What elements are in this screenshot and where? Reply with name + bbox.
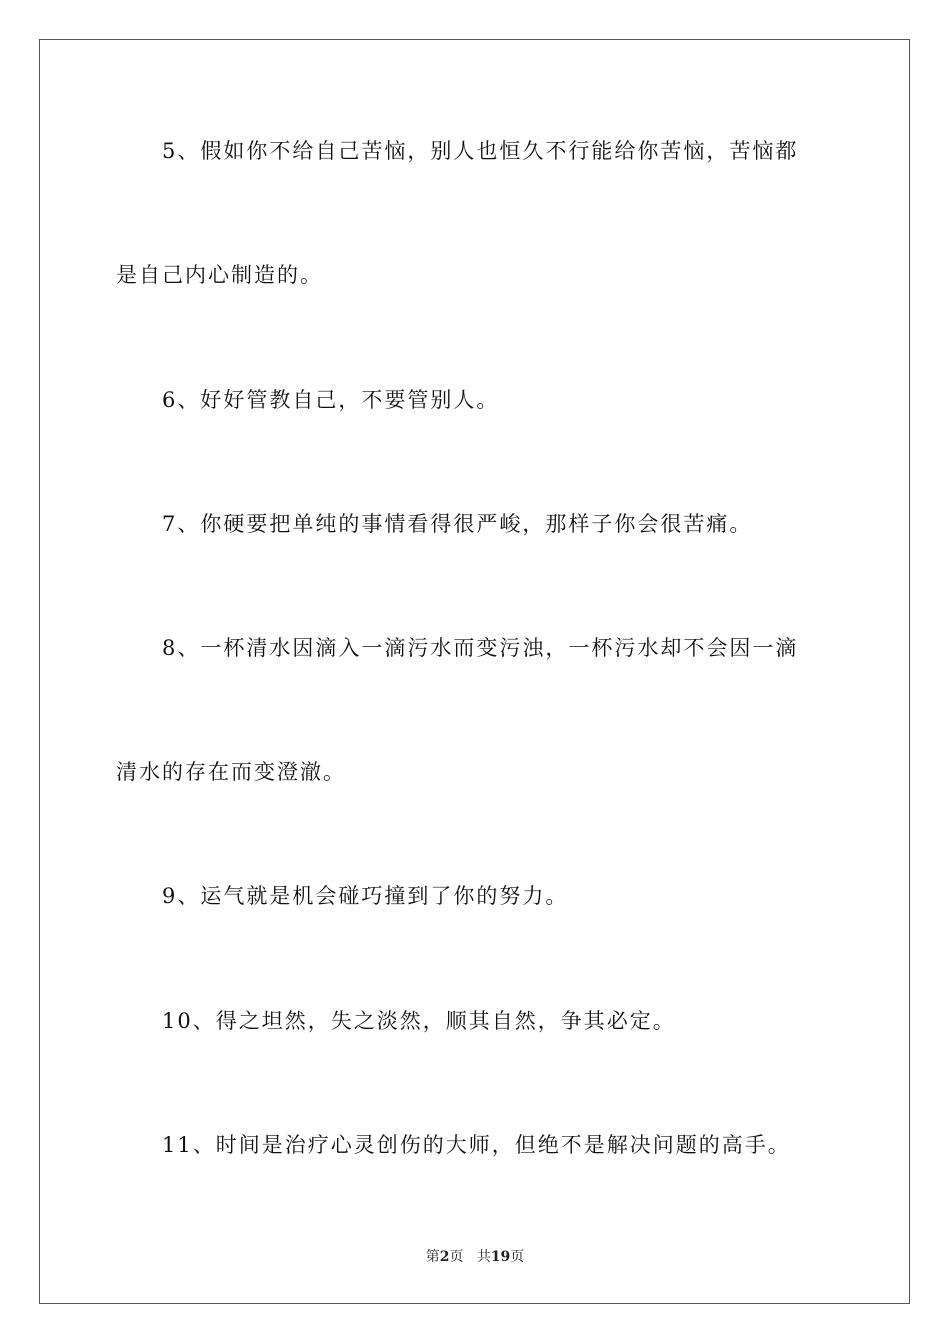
footer-page-suffix: 页: [449, 1249, 464, 1265]
footer-page-prefix: 第: [425, 1249, 440, 1265]
page-footer: [0, 1248, 950, 1266]
paragraph-11: 11、时间是治疗心灵创伤的大师，但绝不是解决问题的高手。: [162, 1133, 791, 1157]
footer-total-suffix: 页: [510, 1249, 525, 1265]
paragraph-8-line-1: 8、一杯清水因滴入一滴污水而变污浊，一杯污水却不会因一滴: [162, 636, 799, 660]
paragraph-10: 10、得之坦然，失之淡然，顺其自然，争其必定。: [162, 1009, 676, 1033]
paragraph-8-line-2: 清水的存在而变澄澈。: [116, 760, 346, 784]
footer-page-number: 2: [439, 1249, 450, 1265]
paragraph-7: 7、你硬要把单纯的事情看得很严峻，那样子你会很苦痛。: [162, 512, 753, 536]
footer-total-prefix: 共: [476, 1249, 491, 1265]
footer-total-pages: 19: [490, 1249, 511, 1265]
paragraph-6: 6、好好管教自己，不要管别人。: [162, 388, 500, 412]
paragraph-9: 9、运气就是机会碰巧撞到了你的努力。: [162, 884, 569, 908]
page-border: [39, 39, 910, 1304]
paragraph-5-line-1: 5、假如你不给自己苦恼，别人也恒久不行能给你苦恼，苦恼都: [162, 139, 799, 163]
paragraph-5-line-2: 是自己内心制造的。: [116, 263, 323, 287]
